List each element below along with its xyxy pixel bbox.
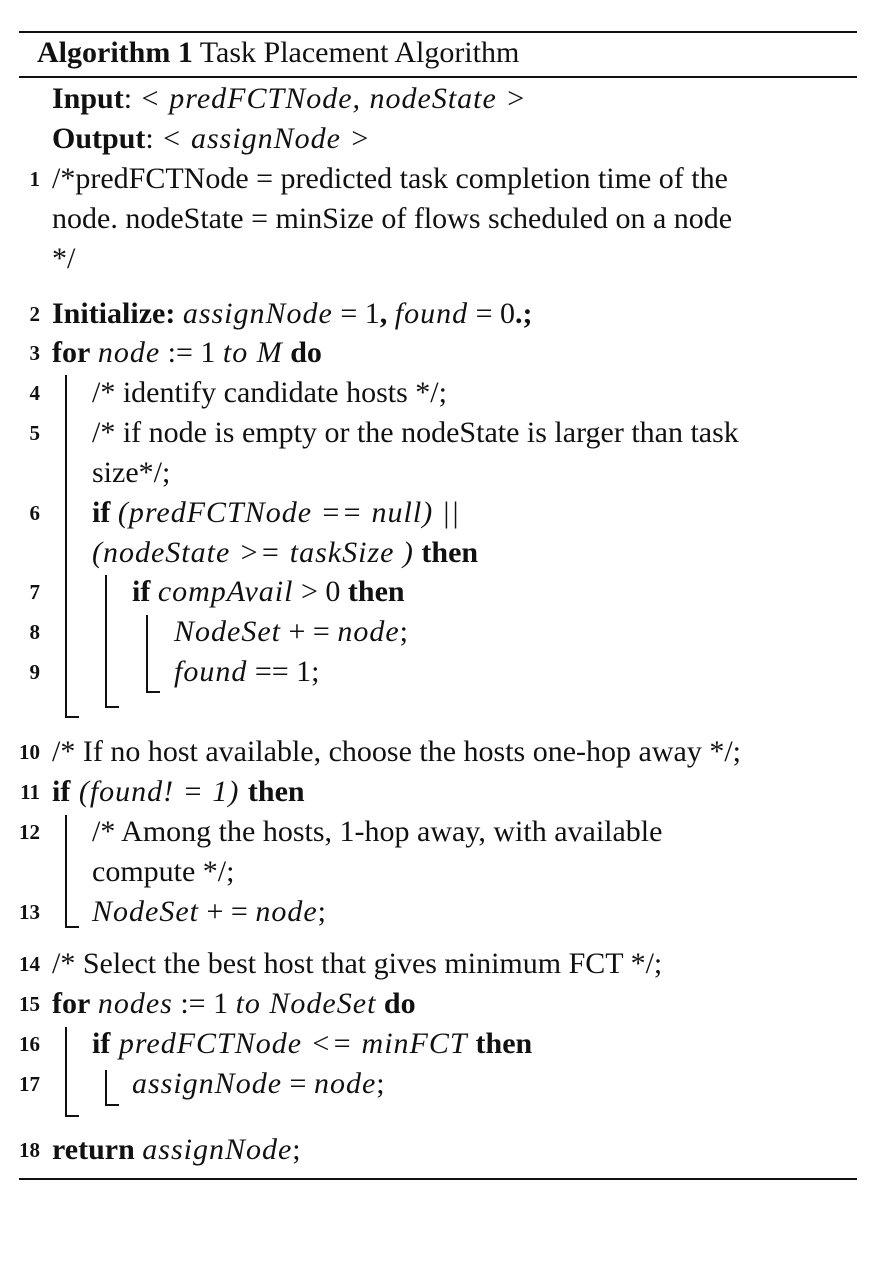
- block-bar-for-node: [65, 375, 67, 718]
- math-expr: (nodeState >= taskSize ): [92, 536, 414, 569]
- math-expr: (predFCTNode == null) ||: [117, 496, 461, 529]
- math-var: assignNode: [142, 1133, 293, 1166]
- math-expr: (found! = 1): [70, 775, 248, 808]
- line-number: 13: [19, 900, 40, 924]
- keyword: if: [92, 1027, 111, 1060]
- math-op: == 1;: [247, 655, 320, 688]
- math-expr: predFCTNode <= minFCT: [110, 1027, 476, 1060]
- output-label: Output: [52, 122, 146, 155]
- math-var: found: [394, 297, 469, 330]
- block-end-if-found: [65, 926, 79, 928]
- output-line: Output: < assignNode >: [52, 122, 371, 155]
- block-bar-if-min: [105, 1070, 107, 1106]
- line-number: 3: [29, 341, 40, 365]
- input-line: Input: < predFCTNode, nodeState >: [52, 82, 527, 115]
- line-end: .;: [515, 297, 533, 330]
- math-op: + =: [280, 615, 338, 648]
- keyword: do: [290, 336, 322, 369]
- keyword: do: [383, 987, 416, 1020]
- comment-text: /* Select the best host that gives minimum FCT */;: [52, 947, 663, 980]
- algo-line-18: [0, 1130, 878, 1170]
- math-var: NodeSet: [174, 615, 281, 648]
- algo-line-16: [0, 1024, 878, 1064]
- block-bar-for-nodes: [65, 1027, 67, 1117]
- caption-rule: [19, 76, 857, 78]
- caption-label: Algorithm 1: [37, 36, 193, 69]
- algo-line-1-cont2: [0, 239, 878, 279]
- line-number: 15: [19, 992, 40, 1016]
- block-end-for-node: [65, 716, 79, 718]
- block-end-if-comp: [146, 691, 160, 693]
- line-number: 6: [29, 501, 40, 525]
- algo-line-2: [0, 294, 878, 334]
- math-op: > 0: [293, 575, 348, 608]
- caption-title: Task Placement Algorithm: [199, 36, 520, 69]
- math-var: node: [313, 1067, 377, 1100]
- math-var: node: [255, 895, 318, 928]
- algo-line-6: [0, 493, 878, 533]
- math-word: to: [222, 336, 249, 369]
- math-op: = 0: [468, 297, 516, 330]
- line-end: ;: [376, 1067, 385, 1100]
- line-number: 11: [20, 780, 40, 804]
- keyword: return: [52, 1133, 135, 1166]
- line-number: 4: [29, 381, 40, 405]
- block-bar-if-pred: [105, 575, 107, 708]
- algo-line-10: [0, 732, 878, 772]
- algo-line-5: [0, 413, 878, 453]
- input-value: < predFCTNode, nodeState >: [139, 82, 527, 115]
- algo-line-7: [0, 572, 878, 612]
- keyword: then: [475, 1027, 533, 1060]
- output-value: < assignNode >: [161, 122, 371, 155]
- comment-text: node. nodeState = minSize of flows scheduled on a node: [52, 202, 733, 235]
- algo-line-1-cont: [0, 199, 878, 239]
- line-end: ;: [317, 895, 326, 928]
- line-number: 14: [19, 952, 40, 976]
- comment-text: */: [52, 242, 76, 275]
- block-end-if-pred: [105, 706, 119, 708]
- comment-text: /* Among the hosts, 1-hop away, with available: [92, 815, 663, 848]
- line-number: 18: [19, 1138, 40, 1162]
- math-op: =: [282, 1067, 314, 1100]
- algo-line-9: [0, 652, 878, 692]
- algorithm-caption: [37, 32, 519, 74]
- comment-text: compute */;: [92, 855, 235, 888]
- line-number: 16: [19, 1032, 40, 1056]
- algo-line-5-cont: [0, 453, 878, 493]
- line-number: 10: [19, 740, 40, 764]
- math-var: node: [97, 336, 161, 369]
- math-var: found: [174, 655, 248, 688]
- block-end-if-min: [105, 1104, 119, 1106]
- comment-text: /* identify candidate hosts */;: [92, 376, 447, 409]
- comment-text: /* if node is empty or the nodeState is larger than task: [92, 416, 739, 449]
- algo-line-15: [0, 984, 878, 1024]
- line-number: 1: [29, 167, 40, 191]
- line-number: 5: [29, 421, 40, 445]
- math-op: + =: [198, 895, 256, 928]
- keyword: if: [92, 496, 111, 529]
- math-word: to: [235, 987, 261, 1020]
- algo-line-8: [0, 612, 878, 652]
- block-end-for-nodes: [65, 1115, 79, 1117]
- line-end: ;: [399, 615, 408, 648]
- math-op: = 1: [332, 297, 380, 330]
- line-end: ;: [292, 1133, 301, 1166]
- math-op: := 1: [160, 336, 223, 369]
- keyword: then: [247, 775, 305, 808]
- math-var: NodeSet: [92, 895, 199, 928]
- algo-line-11: [0, 772, 878, 812]
- math-var: nodes: [97, 987, 173, 1020]
- block-bar-if-comp: [146, 615, 148, 693]
- line-number: 12: [19, 820, 40, 844]
- algo-line-4: [0, 373, 878, 413]
- math-var: node: [337, 615, 400, 648]
- line-number: 7: [29, 580, 40, 604]
- line-number: 2: [29, 302, 40, 326]
- algo-line-3: [0, 333, 878, 373]
- algo-line-17: [0, 1064, 878, 1104]
- keyword: for: [52, 987, 91, 1020]
- math-var: M: [248, 336, 283, 369]
- comment-text: /*predFCTNode = predicted task completion time of the: [52, 162, 728, 195]
- keyword: then: [347, 575, 405, 608]
- math-var: assignNode: [182, 297, 333, 330]
- keyword: if: [132, 575, 151, 608]
- algo-line-14: [0, 944, 878, 984]
- algo-line-1: [0, 159, 878, 199]
- math-var: compAvail: [157, 575, 294, 608]
- line-number: 9: [29, 660, 40, 684]
- bottom-rule: [19, 1178, 857, 1180]
- algo-line-13: [0, 892, 878, 932]
- keyword: for: [52, 336, 91, 369]
- keyword: Initialize:: [52, 297, 176, 330]
- line-number: 8: [29, 620, 40, 644]
- comment-text: size*/;: [92, 456, 171, 489]
- algo-line-12: [0, 812, 878, 852]
- block-bar-if-found: [65, 815, 67, 928]
- math-var: NodeSet: [260, 987, 377, 1020]
- input-label: Input: [52, 82, 124, 115]
- keyword: then: [421, 536, 479, 569]
- separator: ,: [379, 297, 395, 330]
- comment-text: /* If no host available, choose the hosts one-hop away */;: [52, 735, 742, 768]
- keyword: if: [52, 775, 71, 808]
- math-var: assignNode: [132, 1067, 283, 1100]
- algo-line-12-cont: [0, 852, 878, 892]
- math-op: := 1: [172, 987, 236, 1020]
- line-number: 17: [19, 1072, 40, 1096]
- algo-line-6-cont: [0, 533, 878, 573]
